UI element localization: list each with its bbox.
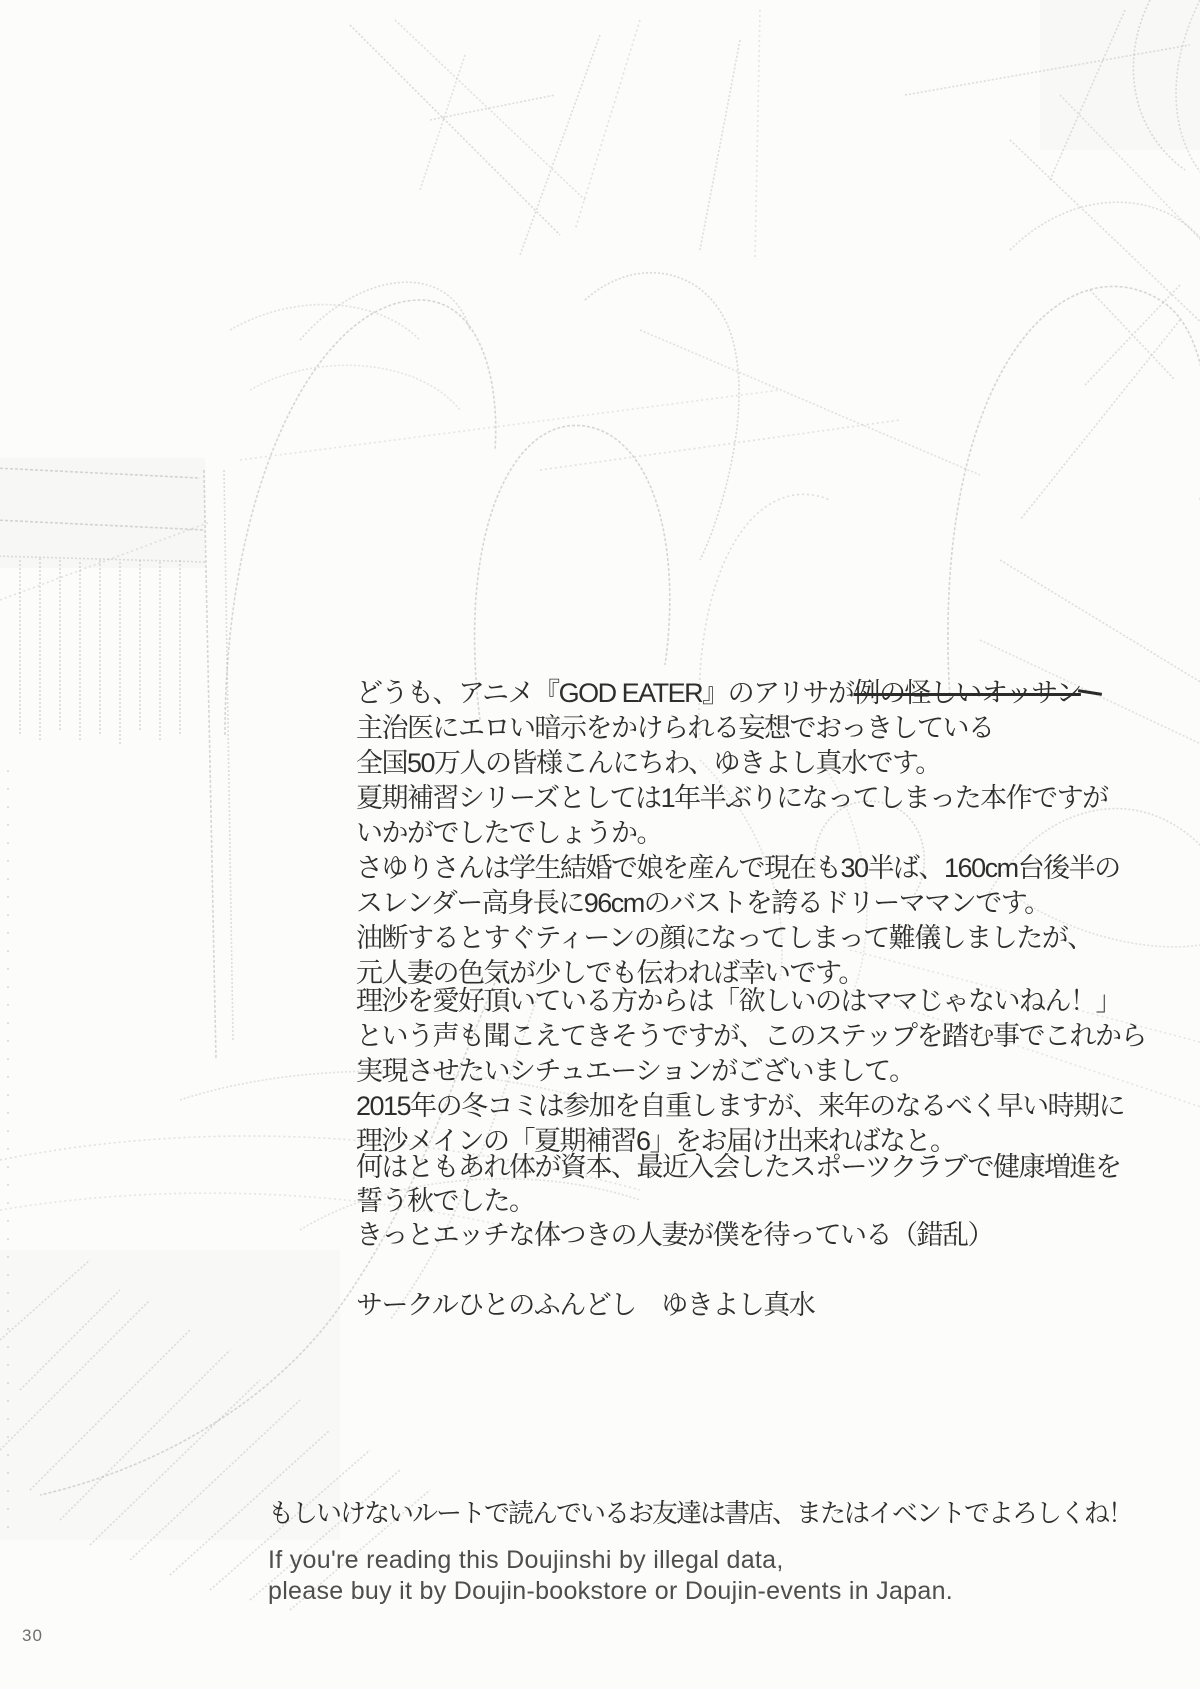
line-text: どうも、アニメ『GOD EATER』のアリサが <box>356 678 854 708</box>
afterword-line: きっとエッチな体つきの人妻が僕を待っている（錯乱） <box>356 1220 993 1250</box>
afterword-line: 油断するとすぐティーンの顔になってしまって難儀しましたが、 <box>356 923 1093 953</box>
afterword-line: いかがでしたでしょうか。 <box>356 818 662 848</box>
afterword-line: 何はともあれ体が資本、最近入会したスポーツクラブで健康増進を <box>356 1152 1121 1182</box>
footer-notice-jp: もしいけないルートで読んでいるお友達は書店、またはイベントでよろしくね！ <box>268 1498 1133 1528</box>
footer-notice-en-line: please buy it by Doujin-bookstore or Doujin-events in Japan. <box>268 1577 954 1605</box>
afterword-line: 理沙メインの「夏期補習6」をお届け出来ればなと。 <box>356 1126 956 1156</box>
afterword-paragraph-1 <box>356 676 1108 851</box>
afterword-paragraph-2 <box>356 851 1120 991</box>
afterword-line: 2015年の冬コミは参加を自重しますが、来年のなるべく早い時期に <box>356 1091 1125 1121</box>
afterword-line: 誓う秋でした。 <box>356 1186 535 1216</box>
afterword-line: さゆりさんは学生結婚で娘を産んで現在も30半ば、160cm台後半の <box>356 853 1120 883</box>
afterword-line: スレンダー高身長に96cmのバストを誇るドリーママンです。 <box>356 888 1050 918</box>
strikethrough-text: 例の怪しいオッサン <box>854 678 1102 708</box>
circle-author-signature: サークルひとのふんどし ゆきよし真水 <box>356 1290 815 1320</box>
footer-notice-en <box>268 1545 953 1607</box>
afterword-line: 全国50万人の皆様こんにちわ、ゆきよし真水です。 <box>356 748 941 778</box>
afterword-paragraph-4 <box>356 1150 1120 1252</box>
footer-notice-en-line: If you're reading this Doujinshi by illegal data, <box>268 1546 784 1574</box>
afterword-line <box>356 676 1108 711</box>
afterword-line: という声も聞こえてきそうですが、このステップを踏む事でこれから <box>356 1021 1146 1051</box>
afterword-line: 夏期補習シリーズとしては1年半ぶりになってしまった本作ですが <box>356 783 1108 813</box>
afterword-paragraph-3 <box>356 984 1146 1159</box>
page-number: 30 <box>22 1626 43 1645</box>
afterword-line: 実現させたいシチュエーションがございまして。 <box>356 1056 915 1086</box>
afterword-line: 理沙を愛好頂いている方からは「欲しいのはママじゃないねん！」 <box>356 986 1121 1016</box>
afterword-line: 元人妻の色気が少しでも伝われば幸いです。 <box>356 958 864 988</box>
afterword-line: 主治医にエロい暗示をかけられる妄想でおっきしている <box>356 713 994 743</box>
